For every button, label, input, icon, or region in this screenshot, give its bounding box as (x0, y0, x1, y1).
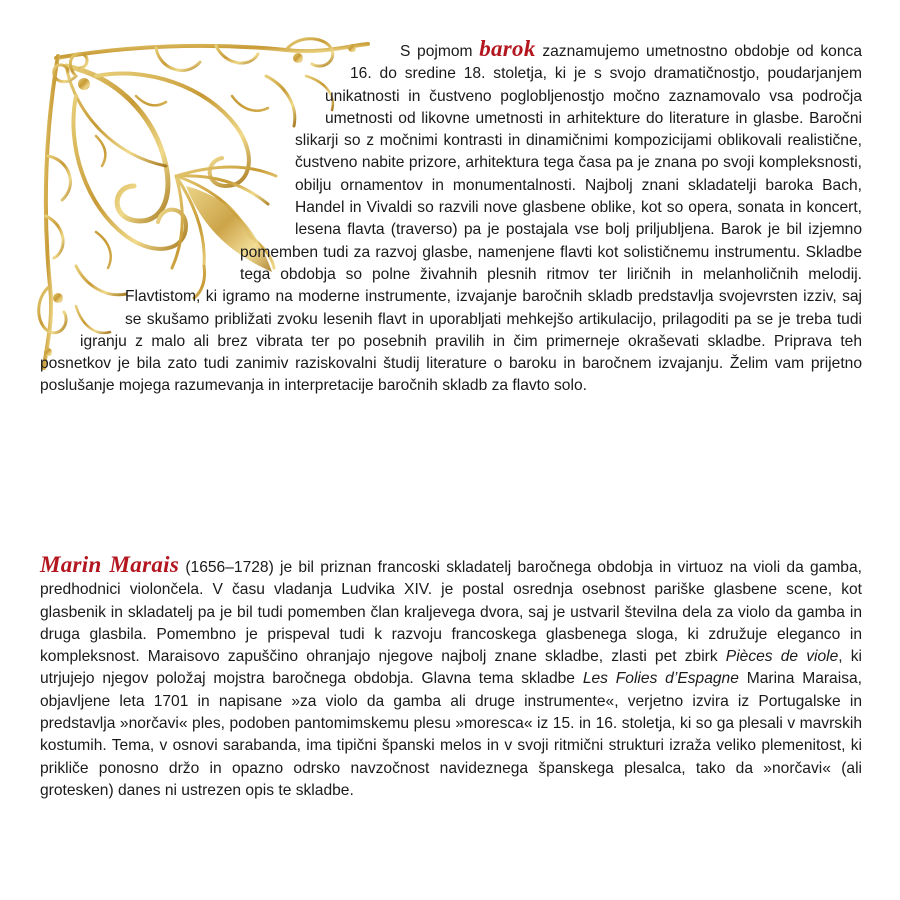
work-title-les-folies: Les Folies d’Espagne (582, 670, 739, 688)
intro-paragraph (40, 38, 862, 398)
marais-text-1: (1656–1728) je bil priznan francoski skladatelj baročnega obdobja in virtuoz na violi da gamba, predhodnici violončela. V času vladanja Ludvika XIV. je postal osrednja osebnost pariške glasbene scene, kot glasbenik in skladatelj pa je bil tudi pomemben član kraljevega dvora, saj je ustvaril številna dela za violo da gamba in druga glasbila. Pomembno je prispeval tudi k razvoju francoskega glasbenega sloga, ki združuje eleganco in kompleksnost. Maraisovo zapuščino ohranjajo njegove najbolj znane skladbe, zlasti pet zbirk (40, 559, 862, 666)
marais-paragraph (40, 554, 862, 802)
marais-text-3: Marina Maraisa, objavljene leta 1701 in napisane »za violo da gamba ali druge instrumente«, verjetno izvira iz Portugalske in predstavlja »norčavi« ples, podoben pantomimskemu plesu »moresca« iz 15. in 16. stoletja, ki so ga plesali v mavrskih kostumih. Tema, v osnovi sarabanda, ima tipični španski melos in v svoji ritmični strukturi izraža veliko plemenitost, ki prikliče ponosno držo in opazno odrsko navzočnost navideznega španskega plesalca, tako da »norčavi« (ali grotesken) danes ni ustrezen opis te skladbe. (40, 670, 862, 799)
barok-term: barok (479, 36, 536, 61)
composer-name: Marin Marais (40, 552, 180, 577)
intro-pre-text: S pojmom (400, 43, 473, 60)
marais-text-2: , ki utrjujejo njegov položaj mojstra baročnega obdobja. Glavna tema skladbe (40, 648, 863, 688)
work-title-pieces-de-viole: Pièces de viole (725, 648, 839, 666)
intro-body-text: zaznamujemo umetnostno obdobje od konca 16. do sredine 18. stoletja, ki je s svojo dramatičnostjo, poudarjanjem unikatnosti in čustveno poglobljenostjo močno zaznamovalo vsa področja umetnosti od likovne umetnosti in arhitekture do literature in glasbe. Baročni slikarji so z močnimi kontrasti in dinamičnimi kompozicijami oblikovali realistične, čustveno nabite prizore, arhitektura tega časa pa je znana po svoji kompleksnosti, obilju ornamentov in monumentalnosti. Najbolj znani skladatelji baroka Bach, Handel in Vivaldi so razvili nove glasbene oblike, kot so opera, sonata in koncert, lesena flavta (traverso) pa je postajala vse bolj priljubljena. Barok je bil izjemno pomemben tudi za razvoj glasbe, namenjene flavti kot solističnemu instrumentu. Skladbe tega obdobja so polne živahnih plesnih ritmov ter liričnih in melanholičnih melodij. Flavtistom, ki igramo na moderne instrumente, izvajanje baročnih skladb predstavlja svojevrsten izziv, saj se skušamo približati zvoku lesenih flavt in uporabljati mehkejšo artikulacijo, prilagoditi pa se je treba tudi igranju z malo ali brez vibrata ter po posebnih pravilih in čim primerneje okraševati skladbe. Priprava teh posnetkov je bila zato tudi zanimiv raziskovalni študij literature o baroku in baročnem izvajanju. Želim vam prijetno poslušanje mojega razumevanja in interpretacije baročnih skladb za flavto solo. (40, 43, 862, 395)
